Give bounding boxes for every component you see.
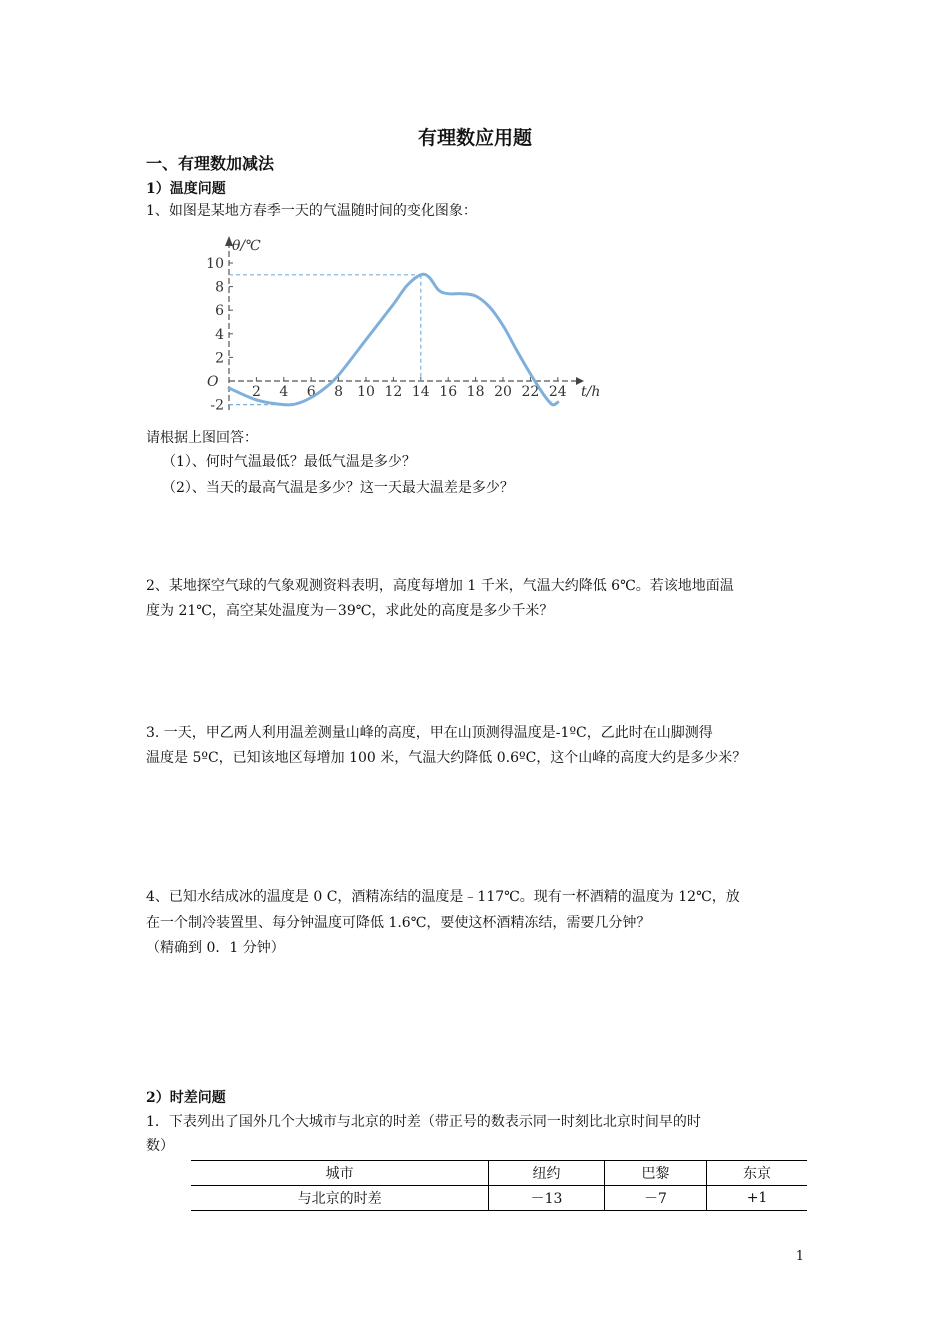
question-1-prompt: 请根据上图回答：	[146, 430, 258, 446]
table-cell: 城市	[191, 1161, 489, 1186]
x-tick-label: 14	[411, 384, 430, 400]
y-tick-label: -2	[210, 397, 224, 410]
question-1-intro: 1、如图是某地方春季一天的气温随时间的变化图象：	[146, 203, 477, 219]
table-cell: －7	[604, 1186, 706, 1211]
y-tick-label: 10	[206, 256, 224, 272]
origin-label: O	[207, 374, 219, 390]
table-cell: 与北京的时差	[191, 1186, 489, 1211]
x-tick-label: 8	[334, 384, 344, 400]
question-4-line-1: 4、已知水结成冰的温度是 0 C，酒精冻结的温度是﹣117℃。现有一杯酒精的温度为 12℃，放	[146, 889, 740, 905]
x-tick-label: 16	[439, 384, 458, 400]
question-2-line-1: 2、某地探空气球的气象观测资料表明，高度每增加 1 千米，气温大约降低 6℃。若该地地面温	[146, 578, 734, 594]
y-tick-label: 2	[215, 350, 224, 367]
table-row	[191, 1186, 807, 1211]
table-header-row	[191, 1161, 807, 1186]
table-cell: 巴黎	[604, 1161, 706, 1186]
document-title: 有理数应用题	[417, 127, 532, 149]
subheading-time-difference: 2）时差问题	[146, 1090, 226, 1106]
y-axis-label: θ/℃	[232, 238, 261, 254]
question-4-line-3: （精确到 0．1 分钟）	[146, 940, 285, 956]
x-tick-label: 6	[306, 384, 316, 400]
x-tick-label: 2	[251, 384, 261, 400]
x-tick-label: 22	[521, 384, 540, 400]
question-3-line-1: 3. 一天，甲乙两人利用温差测量山峰的高度，甲在山顶测得温度是-1ºC，乙此时在山脚测得	[146, 725, 713, 741]
section-heading-addition: 一、有理数加减法	[146, 154, 275, 173]
subheading-temperature: 1）温度问题	[146, 181, 226, 197]
x-tick-label: 24	[548, 384, 567, 400]
table-cell: 纽约	[489, 1161, 605, 1186]
table-cell: +1	[707, 1186, 807, 1211]
y-tick-label: 6	[215, 303, 224, 320]
question-1-part-1: （1）、何时气温最低？最低气温是多少？	[162, 454, 416, 470]
table-cell: －13	[489, 1186, 605, 1211]
question-3-line-2: 温度是 5ºC，已知该地区每增加 100 米，气温大约降低 0.6ºC，这个山峰的高度大约是多少米？	[146, 750, 747, 766]
x-axis-label: t/h	[581, 384, 601, 400]
page-number: 1	[795, 1249, 804, 1264]
x-tick-label: 20	[494, 384, 512, 400]
x-tick-label: 10	[357, 384, 375, 400]
x-tick-label: 18	[466, 384, 485, 400]
question-1-part-2: （2）、当天的最高气温是多少？这一天最大温差是多少？	[162, 480, 514, 496]
question-4-line-2: 在一个制冷装置里、每分钟温度可降低 1.6℃，要使这杯酒精冻结，需要几分钟？	[146, 915, 651, 931]
y-tick-label: 4	[215, 326, 224, 343]
time-question-line-2: 数）	[146, 1138, 174, 1154]
y-tick-label: 8	[215, 279, 224, 296]
x-tick-label: 12	[384, 384, 403, 400]
temperature-graph	[196, 230, 616, 410]
time-difference-table	[191, 1160, 807, 1211]
time-question-line-1: 1．下表列出了国外几个大城市与北京的时差（带正号的数表示同一时刻比北京时间早的时	[146, 1114, 701, 1130]
question-2-line-2: 度为 21℃，高空某处温度为－39℃，求此处的高度是多少千米？	[146, 603, 554, 619]
table-cell: 东京	[707, 1161, 807, 1186]
x-tick-label: 4	[279, 384, 289, 400]
